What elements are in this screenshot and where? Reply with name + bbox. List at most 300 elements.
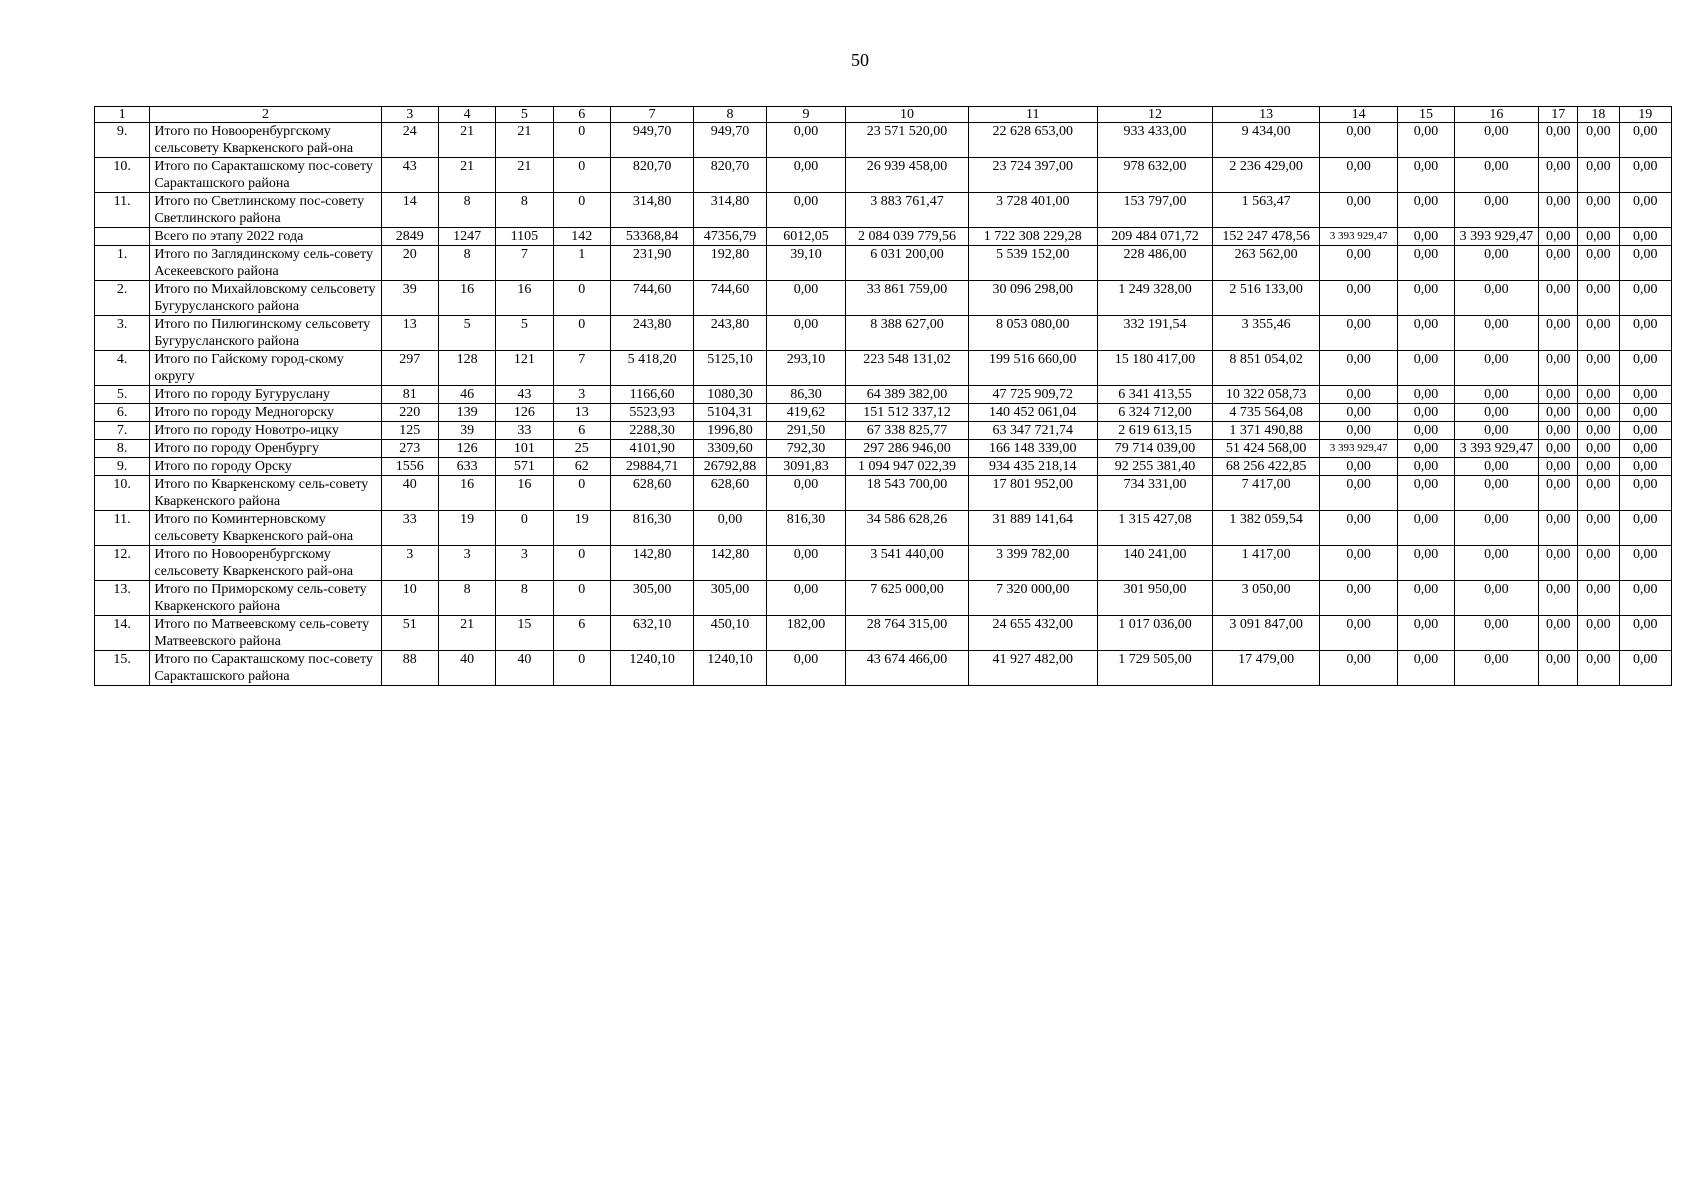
cell-value: 0,00 (1619, 193, 1671, 228)
cell-value: 0,00 (1539, 123, 1578, 158)
cell-value: 40 (438, 651, 495, 686)
cell-value: 5 418,20 (610, 351, 693, 386)
cell-value: 1 094 947 022,39 (846, 458, 969, 476)
column-header: 7 (610, 107, 693, 123)
cell-value: 3 393 929,47 (1319, 440, 1397, 458)
cell-value: 0,00 (1539, 246, 1578, 281)
cell-value: 0,00 (1578, 581, 1619, 616)
cell-value: 33 (496, 422, 553, 440)
cell-value: 1 (553, 246, 610, 281)
cell-value: 15 180 417,00 (1097, 351, 1213, 386)
cell-value: 8 (438, 193, 495, 228)
cell-value: 7 625 000,00 (846, 581, 969, 616)
cell-value: 86,30 (766, 386, 845, 404)
cell-value: 0,00 (1619, 581, 1671, 616)
cell-value: 0,00 (1578, 616, 1619, 651)
row-name: Всего по этапу 2022 года (150, 228, 381, 246)
row-name: Итого по Саракташскому пос-совету Саракташского района (150, 158, 381, 193)
cell-value: 1240,10 (694, 651, 766, 686)
cell-value: 0,00 (1454, 546, 1538, 581)
cell-value: 792,30 (766, 440, 845, 458)
cell-value: 0,00 (766, 581, 845, 616)
cell-value: 29884,71 (610, 458, 693, 476)
row-number: 1. (95, 246, 150, 281)
column-header: 9 (766, 107, 845, 123)
cell-value: 79 714 039,00 (1097, 440, 1213, 458)
cell-value: 0,00 (1398, 123, 1454, 158)
cell-value: 0,00 (1398, 158, 1454, 193)
cell-value: 1 563,47 (1213, 193, 1320, 228)
cell-value: 21 (438, 123, 495, 158)
table-row (95, 193, 1672, 228)
cell-value: 0,00 (1619, 158, 1671, 193)
cell-value: 0,00 (1398, 440, 1454, 458)
cell-value: 0,00 (1578, 422, 1619, 440)
table-row (95, 281, 1672, 316)
cell-value: 182,00 (766, 616, 845, 651)
cell-value: 4101,90 (610, 440, 693, 458)
cell-value: 8 053 080,00 (968, 316, 1097, 351)
cell-value: 0 (553, 581, 610, 616)
cell-value: 0,00 (1319, 651, 1397, 686)
row-name: Итого по Пилюгинскому сельсовету Бугурусланского района (150, 316, 381, 351)
cell-value: 0,00 (1578, 458, 1619, 476)
column-header: 18 (1578, 107, 1619, 123)
cell-value: 21 (496, 123, 553, 158)
cell-value: 0,00 (1578, 386, 1619, 404)
cell-value: 0,00 (1319, 476, 1397, 511)
cell-value: 39 (381, 281, 438, 316)
table-row (95, 476, 1672, 511)
cell-value: 816,30 (610, 511, 693, 546)
cell-value: 0,00 (766, 281, 845, 316)
row-name: Итого по Михайловскому сельсовету Бугурусланского района (150, 281, 381, 316)
cell-value: 0,00 (1578, 476, 1619, 511)
cell-value: 0,00 (1398, 246, 1454, 281)
column-header: 1 (95, 107, 150, 123)
row-name: Итого по Саракташскому пос-совету Саракташского района (150, 651, 381, 686)
cell-value: 0 (553, 281, 610, 316)
cell-value: 243,80 (610, 316, 693, 351)
cell-value: 0,00 (1619, 246, 1671, 281)
cell-value: 16 (496, 281, 553, 316)
cell-value: 26792,88 (694, 458, 766, 476)
row-number: 11. (95, 193, 150, 228)
cell-value: 8 851 054,02 (1213, 351, 1320, 386)
cell-value: 0,00 (1578, 546, 1619, 581)
cell-value: 16 (496, 476, 553, 511)
cell-value: 5 (438, 316, 495, 351)
cell-value: 22 628 653,00 (968, 123, 1097, 158)
cell-value: 34 586 628,26 (846, 511, 969, 546)
cell-value: 3 050,00 (1213, 581, 1320, 616)
cell-value: 5104,31 (694, 404, 766, 422)
cell-value: 0,00 (1578, 193, 1619, 228)
cell-value: 0,00 (1454, 246, 1538, 281)
cell-value: 46 (438, 386, 495, 404)
cell-value: 0,00 (1398, 193, 1454, 228)
cell-value: 125 (381, 422, 438, 440)
row-name: Итого по городу Новотро-ицку (150, 422, 381, 440)
cell-value: 20 (381, 246, 438, 281)
table-header-row (95, 107, 1672, 123)
cell-value: 21 (438, 616, 495, 651)
row-number: 7. (95, 422, 150, 440)
cell-value: 305,00 (694, 581, 766, 616)
cell-value: 934 435 218,14 (968, 458, 1097, 476)
cell-value: 0,00 (1454, 386, 1538, 404)
cell-value: 9 434,00 (1213, 123, 1320, 158)
cell-value: 0,00 (1454, 581, 1538, 616)
column-header: 10 (846, 107, 969, 123)
cell-value: 1166,60 (610, 386, 693, 404)
cell-value: 0,00 (1398, 458, 1454, 476)
cell-value: 8 (496, 581, 553, 616)
row-number: 2. (95, 281, 150, 316)
cell-value: 43 (496, 386, 553, 404)
cell-value: 142,80 (610, 546, 693, 581)
cell-value: 121 (496, 351, 553, 386)
cell-value: 8 (496, 193, 553, 228)
cell-value: 51 424 568,00 (1213, 440, 1320, 458)
data-table (94, 106, 1672, 686)
cell-value: 92 255 381,40 (1097, 458, 1213, 476)
cell-value: 152 247 478,56 (1213, 228, 1320, 246)
cell-value: 3 393 929,47 (1454, 228, 1538, 246)
cell-value: 68 256 422,85 (1213, 458, 1320, 476)
table-row (95, 316, 1672, 351)
cell-value: 263 562,00 (1213, 246, 1320, 281)
cell-value: 0,00 (1539, 404, 1578, 422)
cell-value: 734 331,00 (1097, 476, 1213, 511)
cell-value: 0,00 (1454, 476, 1538, 511)
cell-value: 3 883 761,47 (846, 193, 969, 228)
cell-value: 0,00 (1319, 123, 1397, 158)
cell-value: 6 (553, 616, 610, 651)
cell-value: 0,00 (766, 158, 845, 193)
cell-value: 0,00 (1539, 228, 1578, 246)
cell-value: 0,00 (1539, 581, 1578, 616)
row-number: 6. (95, 404, 150, 422)
cell-value: 166 148 339,00 (968, 440, 1097, 458)
cell-value: 0,00 (1539, 351, 1578, 386)
cell-value: 744,60 (694, 281, 766, 316)
cell-value: 293,10 (766, 351, 845, 386)
table-row (95, 511, 1672, 546)
cell-value: 628,60 (694, 476, 766, 511)
row-name: Итого по Новооренбургскому сельсовету Кваркенского рай-она (150, 546, 381, 581)
cell-value: 0,00 (1619, 123, 1671, 158)
row-name: Итого по Гайскому город-скому округу (150, 351, 381, 386)
row-number: 8. (95, 440, 150, 458)
cell-value: 3 393 929,47 (1454, 440, 1538, 458)
cell-value: 0,00 (1578, 316, 1619, 351)
cell-value: 43 (381, 158, 438, 193)
cell-value: 0,00 (1539, 440, 1578, 458)
cell-value: 223 548 131,02 (846, 351, 969, 386)
cell-value: 228 486,00 (1097, 246, 1213, 281)
cell-value: 2 084 039 779,56 (846, 228, 969, 246)
cell-value: 47 725 909,72 (968, 386, 1097, 404)
cell-value: 0,00 (1619, 651, 1671, 686)
cell-value: 2 236 429,00 (1213, 158, 1320, 193)
cell-value: 0,00 (1398, 316, 1454, 351)
cell-value: 2288,30 (610, 422, 693, 440)
cell-value: 5 (496, 316, 553, 351)
cell-value: 1 249 328,00 (1097, 281, 1213, 316)
cell-value: 0,00 (1578, 281, 1619, 316)
row-number: 11. (95, 511, 150, 546)
cell-value: 140 452 061,04 (968, 404, 1097, 422)
cell-value: 0,00 (1539, 193, 1578, 228)
cell-value: 3 399 782,00 (968, 546, 1097, 581)
cell-value: 0,00 (1539, 458, 1578, 476)
cell-value: 231,90 (610, 246, 693, 281)
cell-value: 0,00 (1319, 422, 1397, 440)
cell-value: 243,80 (694, 316, 766, 351)
cell-value: 21 (496, 158, 553, 193)
cell-value: 33 861 759,00 (846, 281, 969, 316)
cell-value: 0,00 (1398, 476, 1454, 511)
cell-value: 101 (496, 440, 553, 458)
cell-value: 3 (381, 546, 438, 581)
table-row (95, 422, 1672, 440)
cell-value: 949,70 (610, 123, 693, 158)
cell-value: 142,80 (694, 546, 766, 581)
cell-value: 14 (381, 193, 438, 228)
column-header: 12 (1097, 107, 1213, 123)
column-header: 19 (1619, 107, 1671, 123)
cell-value: 0,00 (1319, 386, 1397, 404)
row-number: 9. (95, 123, 150, 158)
cell-value: 0,00 (1398, 581, 1454, 616)
column-header: 5 (496, 107, 553, 123)
cell-value: 6 324 712,00 (1097, 404, 1213, 422)
cell-value: 16 (438, 476, 495, 511)
cell-value: 0,00 (1319, 546, 1397, 581)
cell-value: 0,00 (1398, 511, 1454, 546)
cell-value: 571 (496, 458, 553, 476)
cell-value: 7 417,00 (1213, 476, 1320, 511)
cell-value: 8 388 627,00 (846, 316, 969, 351)
cell-value: 0,00 (1319, 351, 1397, 386)
table-row (95, 228, 1672, 246)
cell-value: 0,00 (766, 546, 845, 581)
column-header: 15 (1398, 107, 1454, 123)
cell-value: 4 735 564,08 (1213, 404, 1320, 422)
cell-value: 13 (553, 404, 610, 422)
cell-value: 0,00 (1578, 228, 1619, 246)
cell-value: 0,00 (1454, 281, 1538, 316)
cell-value: 3 728 401,00 (968, 193, 1097, 228)
cell-value: 0,00 (1454, 404, 1538, 422)
cell-value: 820,70 (694, 158, 766, 193)
cell-value: 0,00 (1398, 281, 1454, 316)
cell-value: 0 (553, 476, 610, 511)
cell-value: 220 (381, 404, 438, 422)
cell-value: 0,00 (1319, 246, 1397, 281)
cell-value: 632,10 (610, 616, 693, 651)
cell-value: 88 (381, 651, 438, 686)
cell-value: 3309,60 (694, 440, 766, 458)
cell-value: 142 (553, 228, 610, 246)
cell-value: 17 801 952,00 (968, 476, 1097, 511)
cell-value: 62 (553, 458, 610, 476)
cell-value: 81 (381, 386, 438, 404)
cell-value: 0,00 (1454, 616, 1538, 651)
cell-value: 0 (496, 511, 553, 546)
column-header: 13 (1213, 107, 1320, 123)
cell-value: 0,00 (1454, 316, 1538, 351)
cell-value: 314,80 (694, 193, 766, 228)
cell-value: 0,00 (1619, 511, 1671, 546)
cell-value: 3 541 440,00 (846, 546, 969, 581)
cell-value: 1996,80 (694, 422, 766, 440)
cell-value: 8 (438, 581, 495, 616)
cell-value: 0,00 (1539, 281, 1578, 316)
cell-value: 0,00 (1539, 386, 1578, 404)
column-header: 16 (1454, 107, 1538, 123)
cell-value: 0,00 (1454, 351, 1538, 386)
row-name: Итого по Светлинскому пос-совету Светлинского района (150, 193, 381, 228)
cell-value: 40 (381, 476, 438, 511)
row-number: 3. (95, 316, 150, 351)
column-header: 8 (694, 107, 766, 123)
cell-value: 0,00 (1398, 616, 1454, 651)
cell-value: 0 (553, 158, 610, 193)
cell-value: 3 393 929,47 (1319, 228, 1397, 246)
cell-value: 209 484 071,72 (1097, 228, 1213, 246)
cell-value: 332 191,54 (1097, 316, 1213, 351)
cell-value: 0,00 (1539, 476, 1578, 511)
cell-value: 31 889 141,64 (968, 511, 1097, 546)
cell-value: 0,00 (1398, 651, 1454, 686)
cell-value: 0,00 (1398, 404, 1454, 422)
cell-value: 1 315 427,08 (1097, 511, 1213, 546)
row-name: Итого по Новооренбургскому сельсовету Кваркенского рай-она (150, 123, 381, 158)
cell-value: 24 655 432,00 (968, 616, 1097, 651)
cell-value: 0 (553, 123, 610, 158)
cell-value: 0,00 (1619, 228, 1671, 246)
cell-value: 17 479,00 (1213, 651, 1320, 686)
cell-value: 933 433,00 (1097, 123, 1213, 158)
cell-value: 28 764 315,00 (846, 616, 969, 651)
cell-value: 3091,83 (766, 458, 845, 476)
cell-value: 0,00 (1578, 351, 1619, 386)
cell-value: 0,00 (1319, 281, 1397, 316)
cell-value: 24 (381, 123, 438, 158)
cell-value: 0,00 (1578, 404, 1619, 422)
cell-value: 0,00 (1619, 351, 1671, 386)
cell-value: 0,00 (1539, 651, 1578, 686)
row-name: Итого по городу Медногорску (150, 404, 381, 422)
cell-value: 0,00 (1619, 316, 1671, 351)
row-number: 10. (95, 158, 150, 193)
cell-value: 199 516 660,00 (968, 351, 1097, 386)
table-row (95, 386, 1672, 404)
cell-value: 5125,10 (694, 351, 766, 386)
cell-value: 26 939 458,00 (846, 158, 969, 193)
cell-value: 450,10 (694, 616, 766, 651)
row-number: 15. (95, 651, 150, 686)
cell-value: 53368,84 (610, 228, 693, 246)
cell-value: 33 (381, 511, 438, 546)
cell-value: 23 571 520,00 (846, 123, 969, 158)
cell-value: 0,00 (1619, 546, 1671, 581)
cell-value: 0,00 (1619, 404, 1671, 422)
cell-value: 0,00 (1619, 386, 1671, 404)
cell-value: 0,00 (694, 511, 766, 546)
cell-value: 949,70 (694, 123, 766, 158)
row-name: Итого по Кваркенскому сель-совету Кваркенского района (150, 476, 381, 511)
cell-value: 301 950,00 (1097, 581, 1213, 616)
cell-value: 978 632,00 (1097, 158, 1213, 193)
cell-value: 16 (438, 281, 495, 316)
table-row (95, 458, 1672, 476)
cell-value: 0,00 (1619, 476, 1671, 511)
table-row (95, 440, 1672, 458)
cell-value: 0,00 (1398, 386, 1454, 404)
cell-value: 0,00 (1454, 158, 1538, 193)
cell-value: 47356,79 (694, 228, 766, 246)
cell-value: 628,60 (610, 476, 693, 511)
cell-value: 0,00 (1398, 228, 1454, 246)
column-header: 11 (968, 107, 1097, 123)
row-name: Итого по городу Бугуруслану (150, 386, 381, 404)
table-row (95, 158, 1672, 193)
cell-value: 0 (553, 316, 610, 351)
cell-value: 67 338 825,77 (846, 422, 969, 440)
cell-value: 0,00 (1454, 458, 1538, 476)
column-header: 3 (381, 107, 438, 123)
cell-value: 2849 (381, 228, 438, 246)
cell-value: 15 (496, 616, 553, 651)
cell-value: 3 (438, 546, 495, 581)
column-header: 6 (553, 107, 610, 123)
cell-value: 139 (438, 404, 495, 422)
cell-value: 3 (553, 386, 610, 404)
cell-value: 0,00 (1578, 123, 1619, 158)
cell-value: 6 (553, 422, 610, 440)
cell-value: 3 (496, 546, 553, 581)
cell-value: 0,00 (1539, 316, 1578, 351)
cell-value: 153 797,00 (1097, 193, 1213, 228)
cell-value: 0,00 (766, 476, 845, 511)
cell-value: 1 729 505,00 (1097, 651, 1213, 686)
cell-value: 1556 (381, 458, 438, 476)
cell-value: 0,00 (1619, 616, 1671, 651)
cell-value: 6 341 413,55 (1097, 386, 1213, 404)
cell-value: 18 543 700,00 (846, 476, 969, 511)
table-row (95, 581, 1672, 616)
cell-value: 1240,10 (610, 651, 693, 686)
table-row (95, 123, 1672, 158)
cell-value: 21 (438, 158, 495, 193)
row-number: 9. (95, 458, 150, 476)
cell-value: 1 017 036,00 (1097, 616, 1213, 651)
table-row (95, 616, 1672, 651)
row-number: 14. (95, 616, 150, 651)
cell-value: 10 (381, 581, 438, 616)
cell-value: 0,00 (1319, 193, 1397, 228)
cell-value: 314,80 (610, 193, 693, 228)
row-number: 4. (95, 351, 150, 386)
cell-value: 0 (553, 193, 610, 228)
cell-value: 305,00 (610, 581, 693, 616)
cell-value: 0,00 (1454, 651, 1538, 686)
table-row (95, 546, 1672, 581)
cell-value: 0,00 (766, 316, 845, 351)
